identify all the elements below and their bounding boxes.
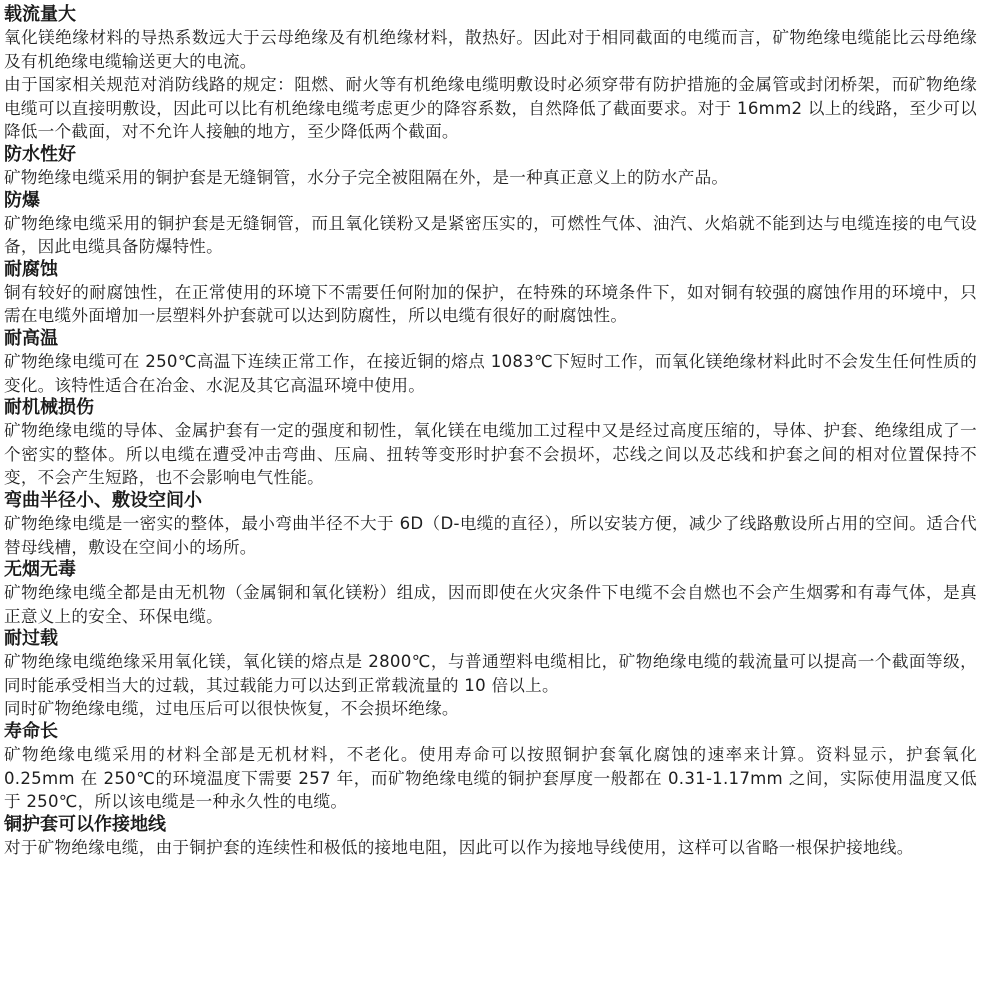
paragraph: 铜有较好的耐腐蚀性，在正常使用的环境下不需要任何附加的保护，在特殊的环境条件下，如对铜有较强的腐蚀作用的环境中，只需在电缆外面增加一层塑料外护套就可以达到防腐性，所以电缆有很好的耐腐蚀性。 <box>4 282 977 326</box>
paragraph: 由于国家相关规范对消防线路的规定：阻燃、耐火等有机绝缘电缆明敷设时必须穿带有防护措施的金属管或封闭桥架，而矿物绝缘电缆可以直接明敷设，因此可以比有机绝缘电缆考虑更少的降容系数，自然降低了截面要求。对于 16mm2 以上的线路，至少可以降低一个截面，对不允许人接触的地方，至少降低两个截面。 <box>4 75 977 142</box>
paragraph: 对于矿物绝缘电缆，由于铜护套的连续性和极低的接地电阻，因此可以作为接地导线使用，这样可以省略一根保护接地线。 <box>4 837 914 857</box>
section-heading: 防水性好 <box>4 143 76 165</box>
section-explosion-proof <box>4 190 977 259</box>
section-heading: 铜护套可以作接地线 <box>4 813 166 835</box>
section-mechanical-damage <box>4 397 977 490</box>
section-high-temperature <box>4 328 977 397</box>
section-grounding <box>4 814 977 860</box>
paragraph: 矿物绝缘电缆采用的铜护套是无缝铜管，而且氧化镁粉又是紧密压实的，可燃性气体、油汽、火焰就不能到达与电缆连接的电气设备，因此电缆具备防爆特性。 <box>4 213 977 257</box>
paragraph: 矿物绝缘电缆可在 250℃高温下连续正常工作，在接近铜的熔点 1083℃下短时工作，而氧化镁绝缘材料此时不会发生任何性质的变化。该特性适合在冶金、水泥及其它高温环境中使用。 <box>4 351 977 395</box>
section-current-capacity <box>4 4 977 144</box>
paragraph: 同时矿物绝缘电缆，过电压后可以很快恢复，不会损坏绝缘。 <box>4 699 459 719</box>
section-smoke-free <box>4 559 977 628</box>
paragraph: 矿物绝缘电缆全都是由无机物（金属铜和氧化镁粉）组成，因而即使在火灾条件下电缆不会自燃也不会产生烟雾和有毒气体，是真正意义上的安全、环保电缆。 <box>4 583 977 626</box>
section-overload <box>4 628 977 721</box>
section-bending-radius <box>4 490 977 559</box>
section-heading: 耐过载 <box>4 628 58 650</box>
section-heading: 耐腐蚀 <box>4 258 58 280</box>
section-waterproof <box>4 144 977 190</box>
paragraph: 矿物绝缘电缆的导体、金属护套有一定的强度和韧性，氧化镁在电缆加工过程中又是经过高度压缩的，导体、护套、绝缘组成了一个密实的整体。所以电缆在遭受冲击弯曲、压扁、扭转等变形时护套不会损坏，芯线之间以及芯线和护套之间的相对位置保持不变，不会产生短路，也不会影响电气性能。 <box>4 421 977 488</box>
paragraph: 矿物绝缘电缆采用的铜护套是无缝铜管，水分子完全被阻隔在外，是一种真正意义上的防水产品。 <box>4 167 729 187</box>
section-long-life <box>4 721 977 814</box>
section-heading: 耐高温 <box>4 327 58 349</box>
section-heading: 无烟无毒 <box>4 559 76 581</box>
section-corrosion-resistance <box>4 259 977 328</box>
section-heading: 载流量大 <box>4 4 76 25</box>
paragraph: 氧化镁绝缘材料的导热系数远大于云母绝缘及有机绝缘材料，散热好。因此对于相同截面的电缆而言，矿物绝缘电缆能比云母绝缘及有机绝缘电缆输送更大的电流。 <box>4 28 977 71</box>
paragraph: 矿物绝缘电缆是一密实的整体，最小弯曲半径不大于 6D（D-电缆的直径），所以安装方便，减少了线路敷设所占用的空间。适合代替母线槽，敷设在空间小的场所。 <box>4 513 977 557</box>
section-heading: 寿命长 <box>4 721 58 743</box>
section-heading: 弯曲半径小、敷设空间小 <box>4 489 202 511</box>
section-heading: 防爆 <box>4 189 40 211</box>
section-heading: 耐机械损伤 <box>4 397 94 419</box>
paragraph: 矿物绝缘电缆采用的材料全部是无机材料，不老化。使用寿命可以按照铜护套氧化腐蚀的速率来计算。资料显示，护套氧化 0.25mm 在 250℃的环境温度下需要 257 年，而矿物绝缘电缆的铜护套厚度一般都在 0.31-1.17mm 之间，实际使用温度又低于 250℃，所以该电缆是一种永久性的电缆。 <box>4 745 977 812</box>
paragraph: 矿物绝缘电缆绝缘采用氧化镁，氧化镁的熔点是 2800℃，与普通塑料电缆相比，矿物绝缘电缆的载流量可以提高一个截面等级，同时能承受相当大的过载，其过载能力可以达到正常载流量的 10 倍以上。 <box>4 652 977 695</box>
